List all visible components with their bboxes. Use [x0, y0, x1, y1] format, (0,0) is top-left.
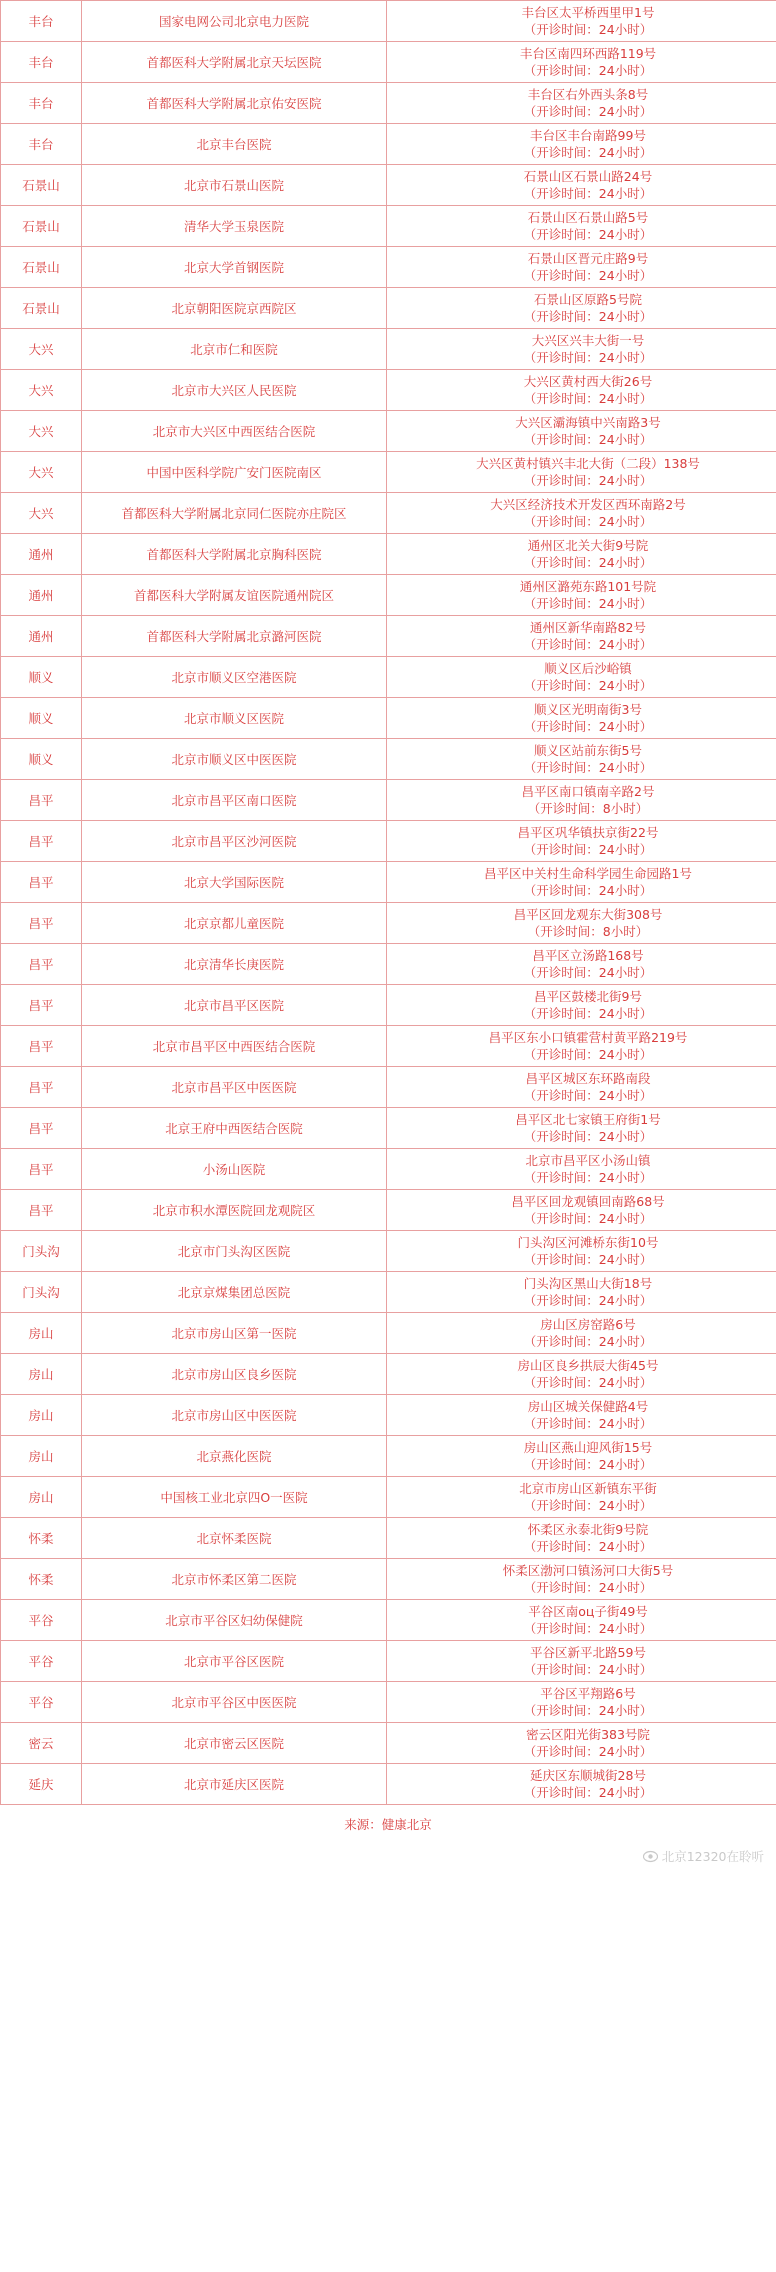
hours-line: （开诊时间：24小时） — [523, 1580, 653, 1595]
cell-district: 昌平 — [1, 1190, 82, 1231]
address-line: 昌平区鼓楼北街9号 — [534, 989, 642, 1004]
cell-district: 昌平 — [1, 944, 82, 985]
hours-line: （开诊时间：24小时） — [523, 1047, 653, 1062]
cell-hospital-name: 北京市顺义区医院 — [82, 698, 387, 739]
cell-district: 顺义 — [1, 739, 82, 780]
address-line: 平谷区南оц子街49号 — [528, 1604, 648, 1619]
table-row — [1, 411, 776, 452]
cell-address-hours — [387, 1436, 776, 1477]
cell-address-hours — [387, 1067, 776, 1108]
cell-address-hours — [387, 42, 776, 83]
hours-line: （开诊时间：24小时） — [523, 637, 653, 652]
table-row — [1, 206, 776, 247]
hours-line: （开诊时间：24小时） — [523, 473, 653, 488]
cell-hospital-name: 北京市密云区医院 — [82, 1723, 387, 1764]
cell-address-hours — [387, 698, 776, 739]
cell-hospital-name: 北京市昌平区南口医院 — [82, 780, 387, 821]
cell-hospital-name: 国家电网公司北京电力医院 — [82, 1, 387, 42]
hours-line: （开诊时间：24小时） — [523, 1785, 653, 1800]
cell-hospital-name: 北京京都儿童医院 — [82, 903, 387, 944]
table-row — [1, 985, 776, 1026]
cell-address-hours — [387, 1764, 776, 1805]
cell-hospital-name: 首都医科大学附属北京胸科医院 — [82, 534, 387, 575]
cell-address-hours — [387, 944, 776, 985]
table-row — [1, 1190, 776, 1231]
cell-hospital-name: 北京市大兴区人民医院 — [82, 370, 387, 411]
cell-hospital-name: 北京市平谷区医院 — [82, 1641, 387, 1682]
table-row — [1, 698, 776, 739]
hours-line: （开诊时间：24小时） — [523, 719, 653, 734]
cell-address-hours — [387, 1272, 776, 1313]
table-row — [1, 1354, 776, 1395]
cell-address-hours — [387, 821, 776, 862]
address-line: 丰台区丰台南路99号 — [530, 128, 646, 143]
cell-hospital-name: 北京市昌平区中西医结合医院 — [82, 1026, 387, 1067]
cell-district: 大兴 — [1, 411, 82, 452]
cell-hospital-name: 北京清华长庚医院 — [82, 944, 387, 985]
cell-address-hours — [387, 329, 776, 370]
cell-district: 昌平 — [1, 780, 82, 821]
cell-district: 通州 — [1, 534, 82, 575]
cell-hospital-name: 北京市顺义区空港医院 — [82, 657, 387, 698]
cell-address-hours — [387, 452, 776, 493]
table-row — [1, 1395, 776, 1436]
hours-line: （开诊时间：24小时） — [523, 596, 653, 611]
cell-hospital-name: 北京朝阳医院京西院区 — [82, 288, 387, 329]
table-row — [1, 124, 776, 165]
hours-line: （开诊时间：24小时） — [523, 1088, 653, 1103]
cell-hospital-name: 北京市房山区第一医院 — [82, 1313, 387, 1354]
table-row — [1, 288, 776, 329]
address-line: 昌平区城区东环路南段 — [525, 1071, 651, 1086]
cell-address-hours — [387, 862, 776, 903]
cell-address-hours — [387, 1723, 776, 1764]
address-line: 昌平区中关村生命科学园生命园路1号 — [484, 866, 692, 881]
table-row — [1, 1723, 776, 1764]
cell-hospital-name: 北京市房山区中医医院 — [82, 1395, 387, 1436]
address-line: 通州区新华南路82号 — [530, 620, 646, 635]
hours-line: （开诊时间：24小时） — [523, 145, 653, 160]
address-line: 大兴区黄村西大街26号 — [523, 374, 653, 389]
address-line: 房山区良乡拱辰大街45号 — [517, 1358, 659, 1373]
address-line: 密云区阳光街383号院 — [526, 1727, 650, 1742]
cell-hospital-name: 北京市平谷区妇幼保健院 — [82, 1600, 387, 1641]
hours-line: （开诊时间：24小时） — [523, 965, 653, 980]
table-row — [1, 452, 776, 493]
hours-line: （开诊时间：24小时） — [523, 1334, 653, 1349]
cell-district: 石景山 — [1, 206, 82, 247]
cell-district: 怀柔 — [1, 1559, 82, 1600]
address-line: 丰台区南四环西路119号 — [519, 46, 657, 61]
address-line: 顺义区后沙峪镇 — [544, 661, 632, 676]
cell-district: 大兴 — [1, 329, 82, 370]
cell-district: 平谷 — [1, 1682, 82, 1723]
cell-district: 昌平 — [1, 1026, 82, 1067]
table-row — [1, 1231, 776, 1272]
cell-address-hours — [387, 534, 776, 575]
hours-line: （开诊时间：24小时） — [523, 309, 653, 324]
cell-address-hours — [387, 493, 776, 534]
cell-hospital-name: 北京市积水潭医院回龙观院区 — [82, 1190, 387, 1231]
hours-line: （开诊时间：8小时） — [527, 924, 649, 939]
cell-hospital-name: 中国中医科学院广安门医院南区 — [82, 452, 387, 493]
table-row — [1, 329, 776, 370]
table-row — [1, 657, 776, 698]
cell-address-hours — [387, 1149, 776, 1190]
address-line: 昌平区回龙观镇回南路68号 — [511, 1194, 665, 1209]
cell-district: 顺义 — [1, 657, 82, 698]
table-row — [1, 862, 776, 903]
cell-hospital-name: 清华大学玉泉医院 — [82, 206, 387, 247]
hours-line: （开诊时间：24小时） — [523, 1621, 653, 1636]
address-line: 石景山区石景山路24号 — [523, 169, 653, 184]
address-line: 大兴区灞海镇中兴南路3号 — [515, 415, 661, 430]
cell-hospital-name: 北京市房山区良乡医院 — [82, 1354, 387, 1395]
cell-hospital-name: 北京大学国际医院 — [82, 862, 387, 903]
watermark — [643, 1847, 764, 1865]
cell-address-hours — [387, 1108, 776, 1149]
cell-district: 昌平 — [1, 1067, 82, 1108]
cell-hospital-name: 北京丰台医院 — [82, 124, 387, 165]
cell-address-hours — [387, 124, 776, 165]
cell-hospital-name: 北京王府中西医结合医院 — [82, 1108, 387, 1149]
hours-line: （开诊时间：24小时） — [523, 678, 653, 693]
hours-line: （开诊时间：24小时） — [523, 1129, 653, 1144]
table-row — [1, 1436, 776, 1477]
source-text: 来源：健康北京 — [344, 1817, 432, 1832]
cell-address-hours — [387, 903, 776, 944]
table-row — [1, 42, 776, 83]
address-line: 顺义区站前东街5号 — [534, 743, 642, 758]
cell-hospital-name: 北京市门头沟区医院 — [82, 1231, 387, 1272]
address-line: 门头沟区河滩桥东街10号 — [517, 1235, 659, 1250]
cell-district: 顺义 — [1, 698, 82, 739]
hours-line: （开诊时间：24小时） — [523, 883, 653, 898]
hours-line: （开诊时间：24小时） — [523, 1498, 653, 1513]
table-row — [1, 534, 776, 575]
hours-line: （开诊时间：24小时） — [523, 1293, 653, 1308]
cell-hospital-name: 北京市石景山医院 — [82, 165, 387, 206]
cell-address-hours — [387, 411, 776, 452]
hours-line: （开诊时间：24小时） — [523, 1006, 653, 1021]
hours-line: （开诊时间：24小时） — [523, 391, 653, 406]
address-line: 大兴区兴丰大街一号 — [531, 333, 645, 348]
cell-district: 房山 — [1, 1395, 82, 1436]
page-footer — [0, 1805, 776, 1871]
cell-hospital-name: 首都医科大学附属北京潞河医院 — [82, 616, 387, 657]
address-line: 大兴区黄村镇兴丰北大街（二段）138号 — [476, 456, 700, 471]
hours-line: （开诊时间：24小时） — [523, 1539, 653, 1554]
cell-address-hours — [387, 1518, 776, 1559]
cell-district: 昌平 — [1, 821, 82, 862]
hours-line: （开诊时间：24小时） — [523, 842, 653, 857]
table-row — [1, 780, 776, 821]
address-line: 门头沟区黑山大街18号 — [523, 1276, 653, 1291]
table-row — [1, 1108, 776, 1149]
cell-district: 通州 — [1, 616, 82, 657]
table-row — [1, 493, 776, 534]
hours-line: （开诊时间：24小时） — [523, 432, 653, 447]
hours-line: （开诊时间：24小时） — [523, 1211, 653, 1226]
table-row — [1, 1313, 776, 1354]
cell-address-hours — [387, 83, 776, 124]
cell-address-hours — [387, 1395, 776, 1436]
cell-district: 大兴 — [1, 370, 82, 411]
address-line: 石景山区石景山路5号 — [527, 210, 649, 225]
cell-hospital-name: 中国核工业北京四O一医院 — [82, 1477, 387, 1518]
cell-address-hours — [387, 1641, 776, 1682]
cell-hospital-name: 首都医科大学附属北京天坛医院 — [82, 42, 387, 83]
table-row — [1, 165, 776, 206]
cell-district: 平谷 — [1, 1641, 82, 1682]
hours-line: （开诊时间：24小时） — [523, 350, 653, 365]
cell-district: 房山 — [1, 1313, 82, 1354]
cell-address-hours — [387, 739, 776, 780]
cell-address-hours — [387, 1026, 776, 1067]
cell-address-hours — [387, 247, 776, 288]
address-line: 北京市昌平区小汤山镇 — [525, 1153, 651, 1168]
address-line: 通州区北关大街9号院 — [527, 538, 649, 553]
cell-district: 丰台 — [1, 1, 82, 42]
cell-hospital-name: 北京京煤集团总医院 — [82, 1272, 387, 1313]
address-line: 昌平区回龙观东大街308号 — [513, 907, 663, 922]
cell-hospital-name: 北京燕化医院 — [82, 1436, 387, 1477]
hours-line: （开诊时间：8小时） — [527, 801, 649, 816]
hours-line: （开诊时间：24小时） — [523, 555, 653, 570]
hours-line: （开诊时间：24小时） — [523, 760, 653, 775]
hours-line: （开诊时间：24小时） — [523, 268, 653, 283]
address-line: 怀柔区永泰北街9号院 — [527, 1522, 649, 1537]
cell-district: 延庆 — [1, 1764, 82, 1805]
cell-address-hours — [387, 780, 776, 821]
hours-line: （开诊时间：24小时） — [523, 1457, 653, 1472]
cell-address-hours — [387, 985, 776, 1026]
cell-hospital-name: 北京大学首钢医院 — [82, 247, 387, 288]
cell-address-hours — [387, 370, 776, 411]
cell-address-hours — [387, 1190, 776, 1231]
address-line: 石景山区晋元庄路9号 — [527, 251, 649, 266]
table-row — [1, 944, 776, 985]
table-row — [1, 903, 776, 944]
cell-hospital-name: 首都医科大学附属友谊医院通州院区 — [82, 575, 387, 616]
table-row — [1, 739, 776, 780]
watermark-label: 北京12320在聆听 — [661, 1849, 764, 1864]
cell-district: 平谷 — [1, 1600, 82, 1641]
cell-district: 门头沟 — [1, 1272, 82, 1313]
cell-district: 昌平 — [1, 1108, 82, 1149]
hours-line: （开诊时间：24小时） — [523, 186, 653, 201]
table-row — [1, 1518, 776, 1559]
cell-address-hours — [387, 1559, 776, 1600]
cell-address-hours — [387, 1354, 776, 1395]
cell-district: 通州 — [1, 575, 82, 616]
cell-address-hours — [387, 1313, 776, 1354]
address-line: 丰台区太平桥西里甲1号 — [521, 5, 655, 20]
cell-hospital-name: 北京市平谷区中医医院 — [82, 1682, 387, 1723]
table-row — [1, 1067, 776, 1108]
table-row — [1, 1641, 776, 1682]
hours-line: （开诊时间：24小时） — [523, 1375, 653, 1390]
cell-address-hours — [387, 1477, 776, 1518]
cell-address-hours — [387, 657, 776, 698]
cell-address-hours — [387, 1, 776, 42]
hours-line: （开诊时间：24小时） — [523, 1252, 653, 1267]
address-line: 房山区城关保健路4号 — [527, 1399, 649, 1414]
cell-district: 昌平 — [1, 862, 82, 903]
table-row — [1, 1764, 776, 1805]
table-row — [1, 1026, 776, 1067]
cell-address-hours — [387, 206, 776, 247]
cell-district: 石景山 — [1, 165, 82, 206]
cell-hospital-name: 小汤山医院 — [82, 1149, 387, 1190]
table-row — [1, 1, 776, 42]
table-row — [1, 1559, 776, 1600]
cell-hospital-name: 北京市大兴区中西医结合医院 — [82, 411, 387, 452]
table-row — [1, 1272, 776, 1313]
address-line: 北京市房山区新镇东平街 — [519, 1481, 657, 1496]
cell-district: 石景山 — [1, 288, 82, 329]
cell-district: 怀柔 — [1, 1518, 82, 1559]
address-line: 房山区房窑路6号 — [540, 1317, 636, 1332]
address-line: 延庆区东顺城街28号 — [530, 1768, 646, 1783]
address-line: 通州区潞苑东路101号院 — [519, 579, 657, 594]
address-line: 平谷区新平北路59号 — [530, 1645, 646, 1660]
hours-line: （开诊时间：24小时） — [523, 1170, 653, 1185]
cell-district: 房山 — [1, 1354, 82, 1395]
hours-line: （开诊时间：24小时） — [523, 63, 653, 78]
cell-hospital-name: 北京市仁和医院 — [82, 329, 387, 370]
weibo-eye-icon — [643, 1850, 658, 1863]
hours-line: （开诊时间：24小时） — [523, 22, 653, 37]
cell-district: 大兴 — [1, 493, 82, 534]
table-row — [1, 247, 776, 288]
address-line: 顺义区光明南街3号 — [534, 702, 642, 717]
address-line: 昌平区巩华镇扶京街22号 — [517, 825, 659, 840]
cell-district: 房山 — [1, 1477, 82, 1518]
cell-hospital-name: 北京市昌平区沙河医院 — [82, 821, 387, 862]
cell-hospital-name: 北京市延庆区医院 — [82, 1764, 387, 1805]
address-line: 平谷区平翔路6号 — [540, 1686, 636, 1701]
address-line: 昌平区立汤路168号 — [532, 948, 644, 963]
cell-district: 丰台 — [1, 124, 82, 165]
hours-line: （开诊时间：24小时） — [523, 1662, 653, 1677]
table-row — [1, 575, 776, 616]
table-row — [1, 1149, 776, 1190]
table-row — [1, 370, 776, 411]
hours-line: （开诊时间：24小时） — [523, 1416, 653, 1431]
cell-district: 昌平 — [1, 1149, 82, 1190]
table-row — [1, 83, 776, 124]
cell-address-hours — [387, 288, 776, 329]
cell-district: 大兴 — [1, 452, 82, 493]
cell-district: 昌平 — [1, 903, 82, 944]
cell-hospital-name: 北京市怀柔区第二医院 — [82, 1559, 387, 1600]
hours-line: （开诊时间：24小时） — [523, 1744, 653, 1759]
cell-district: 房山 — [1, 1436, 82, 1477]
cell-hospital-name: 北京市顺义区中医医院 — [82, 739, 387, 780]
hours-line: （开诊时间：24小时） — [523, 227, 653, 242]
cell-address-hours — [387, 575, 776, 616]
cell-district: 密云 — [1, 1723, 82, 1764]
cell-address-hours — [387, 1682, 776, 1723]
cell-address-hours — [387, 1600, 776, 1641]
address-line: 昌平区东小口镇霍营村黄平路219号 — [488, 1030, 688, 1045]
hours-line: （开诊时间：24小时） — [523, 514, 653, 529]
cell-address-hours — [387, 1231, 776, 1272]
cell-hospital-name: 北京市昌平区医院 — [82, 985, 387, 1026]
cell-hospital-name: 首都医科大学附属北京佑安医院 — [82, 83, 387, 124]
table-row — [1, 821, 776, 862]
address-line: 房山区燕山迎风街15号 — [523, 1440, 653, 1455]
cell-hospital-name: 北京市昌平区中医医院 — [82, 1067, 387, 1108]
cell-district: 昌平 — [1, 985, 82, 1026]
table-row — [1, 1682, 776, 1723]
address-line: 石景山区原路5号院 — [534, 292, 642, 307]
cell-address-hours — [387, 165, 776, 206]
hours-line: （开诊时间：24小时） — [523, 1703, 653, 1718]
address-line: 昌平区南口镇南辛路2号 — [521, 784, 655, 799]
table-row — [1, 616, 776, 657]
cell-district: 丰台 — [1, 42, 82, 83]
hours-line: （开诊时间：24小时） — [523, 104, 653, 119]
address-line: 丰台区右外西头条8号 — [527, 87, 649, 102]
cell-address-hours — [387, 616, 776, 657]
cell-district: 门头沟 — [1, 1231, 82, 1272]
address-line: 怀柔区渤河口镇汤河口大街5号 — [502, 1563, 674, 1578]
cell-hospital-name: 北京怀柔医院 — [82, 1518, 387, 1559]
table-row — [1, 1477, 776, 1518]
address-line: 昌平区北七家镇王府街1号 — [515, 1112, 661, 1127]
cell-district: 丰台 — [1, 83, 82, 124]
cell-hospital-name: 首都医科大学附属北京同仁医院亦庄院区 — [82, 493, 387, 534]
cell-district: 石景山 — [1, 247, 82, 288]
address-line: 大兴区经济技术开发区西环南路2号 — [490, 497, 686, 512]
table-row — [1, 1600, 776, 1641]
